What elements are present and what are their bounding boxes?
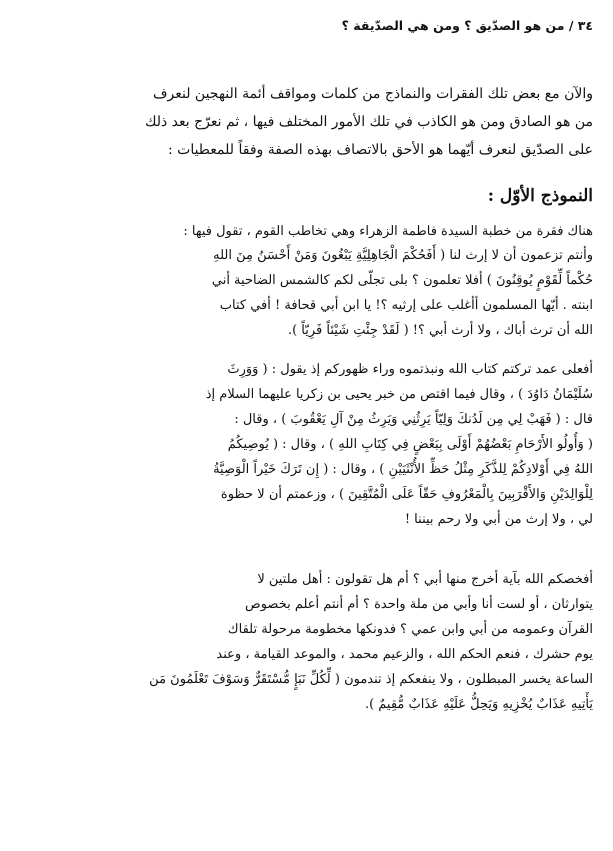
sermon-line: يتوارثان ، أو لست أنا وأبي من ملة واحدة ؟ أم أنتم أعلم بخصوص <box>245 597 593 612</box>
sermon-line: لي ، ولا إرث من أبي ولا رحم بيننا ! <box>404 512 593 527</box>
sermon-line: حُكْماً لِّقَوْمٍ يُوقِنُونَ ) أفلا تعلمون ؟ بلى تجلّى لكم كالشمس الضاحية أني <box>211 273 593 288</box>
intro-line: والآن مع بعض تلك الفقرات والنماذج من كلمات ومواقف أئمة النهجين لنعرف <box>152 86 593 102</box>
sermon-line: لِلْوَالِدَيْنِ وَالأَقْرَبِينَ بِالْمَعْرُوفِ حَقّاً عَلَى الْمُتَّقِينَ ) ، وزعمتم أن لا حظوة <box>220 487 593 502</box>
sermon-line: الله أن ترث أباك ، ولا أرث أبي ؟! ( لَقَدْ جِئْتِ شَيْئاً فَرِيّاً ). <box>287 323 593 338</box>
sermon-line: أفعلى عمد تركتم كتاب الله ونبذتموه وراء ظهوركم إذ يقول : ( وَوَرِثَ <box>227 362 593 377</box>
sermon-paragraph-2 <box>20 357 593 532</box>
sermon-line: ابنته . أيّها المسلمون أأغلب على إرثيه ؟! يا ابن أبي قحافة ! أفي كتاب <box>219 298 593 313</box>
sermon-line: وأنتم تزعمون أن لا إرث لنا ( أَفَحُكْمَ الْجَاهِلِيَّةِ يَبْغُونَ وَمَنْ أَحْسَنُ مِنَ اللهِ <box>213 248 593 263</box>
page-header: ٣٤ / من هو الصدّيق ؟ ومن هي الصدّيقة ؟ <box>341 18 593 33</box>
sermon-line: يَأْتِيهِ عَذَابٌ يُخْزِيهِ وَيَحِلُّ عَلَيْهِ عَذَابٌ مُّقِيمٌ ). <box>364 697 593 712</box>
sermon-line: يوم حشرك ، فنعم الحكم الله ، والزعيم محمد ، والموعد القيامة ، وعند <box>216 647 593 662</box>
sermon-paragraph-1 <box>20 243 593 343</box>
section-title: النموذج الأوّل : <box>487 186 593 206</box>
lead-sentence: هناك فقرة من خطبة السيدة فاطمة الزهراء وهي تخاطب القوم ، تقول فيها : <box>183 224 593 239</box>
sermon-line: اللهُ فِي أَوْلادِكُمْ لِلذَّكَرِ مِثْلُ حَظِّ الأُنْثَيَيْنِ ) ، وقال : ( إِن تَرَكَ خَيْراً الْوَصِيَّةُ <box>213 462 593 477</box>
intro-line: على الصدّيق لنعرف أيّهما هو الأحق بالاتصاف بهذه الصفة وفقاً للمعطيات : <box>167 142 593 158</box>
sermon-line: القرآن وعمومه من أبي وابن عمي ؟ فدونكها مخطومة مرحولة تلقاك <box>227 622 593 637</box>
sermon-line: قال : ( فَهَبْ لِي مِن لَدُنكَ وَلِيّاً يَرِثُنِي وَيَرِثُ مِنْ آلِ يَعْقُوبَ ) ، وقال : <box>234 412 593 427</box>
intro-paragraph <box>20 80 593 164</box>
sermon-paragraph-3 <box>20 567 593 717</box>
sermon-line: ( وَأُولُو الأَرْحَامِ بَعْضُهُمْ أَوْلَى بِبَعْضٍ فِي كِتَابِ اللهِ ) ، وقال : ( يُوصِيكُمُ <box>227 437 593 452</box>
intro-line: من هو الصادق ومن هو الكاذب في تلك الأمور المختلف فيها ، ثم نعرّج بعد ذلك <box>144 114 593 130</box>
sermon-line: أفخصكم الله بآية أخرج منها أبي ؟ أم هل تقولون : أهل ملتين لا <box>257 572 593 587</box>
sermon-line: الساعة يخسر المبطلون ، ولا ينفعكم إذ تندمون ( لِّكُلِّ نَبَإٍ مُّسْتَقَرٌّ وَسَوْفَ تَعْلَمُونَ مَن <box>149 672 593 687</box>
sermon-line: سُلَيْمَانُ دَاوُدَ ) ، وقال فيما اقتص من خبر يحيى بن زكريا عليهما السلام إذ <box>205 387 593 402</box>
